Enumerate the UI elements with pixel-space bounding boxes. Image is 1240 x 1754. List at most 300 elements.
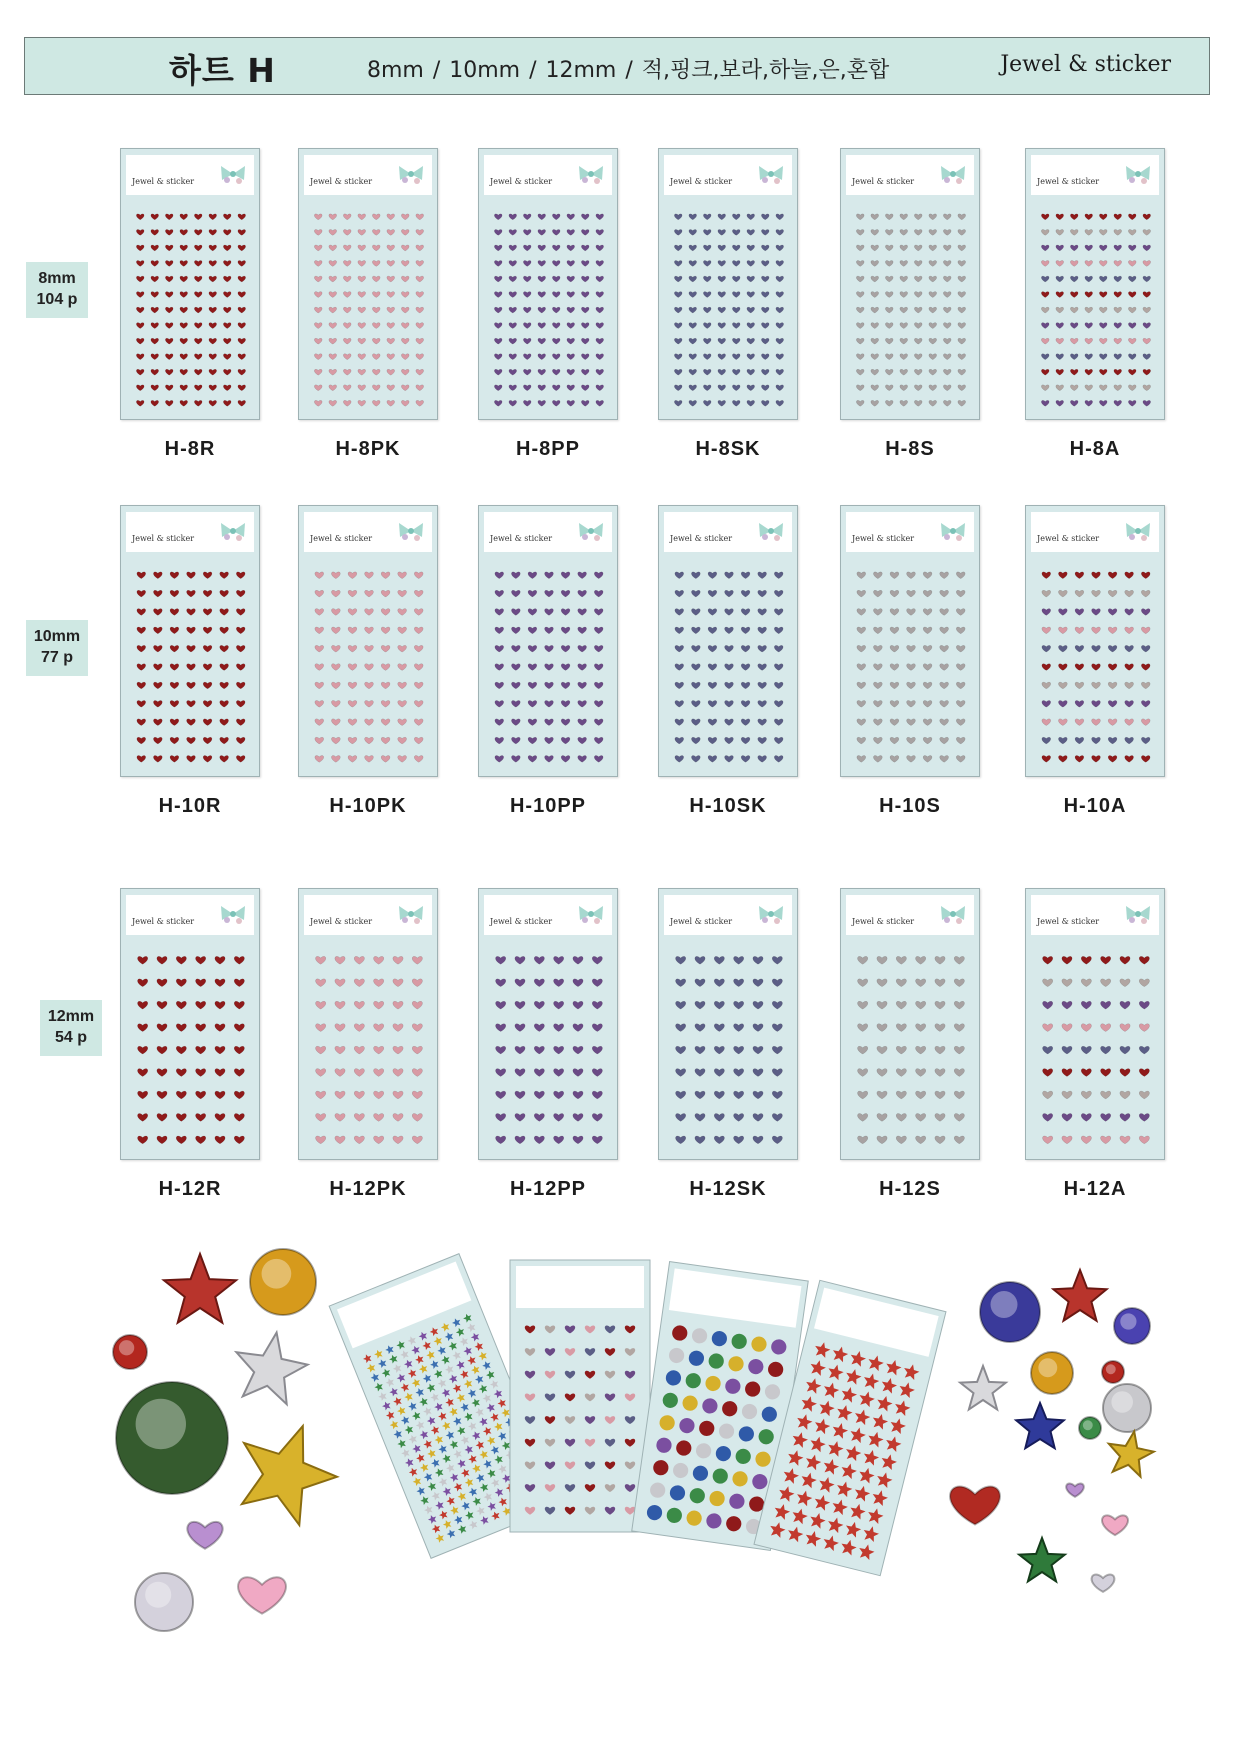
heart-jewel-icon	[592, 1114, 602, 1122]
heart-jewel-icon	[387, 229, 395, 235]
heart-jewel-icon	[314, 307, 322, 313]
heart-jewel-icon	[956, 609, 965, 616]
heart-jewel-icon	[703, 338, 711, 344]
heart-jewel-icon	[890, 609, 899, 616]
heart-jewel-icon	[170, 627, 179, 634]
heart-jewel-icon	[157, 1046, 167, 1054]
heart-jewel-icon	[774, 627, 783, 634]
heart-jewel-icon	[940, 645, 949, 652]
heart-jewel-icon	[372, 261, 380, 267]
heart-jewel-icon	[900, 214, 908, 220]
heart-jewel-icon	[1081, 979, 1091, 987]
heart-jewel-icon	[758, 645, 767, 652]
heart-jewel-icon	[1070, 229, 1078, 235]
heart-jewel-icon	[515, 1001, 525, 1009]
heart-jewel-icon	[689, 323, 697, 329]
heart-jewel-icon	[774, 737, 783, 744]
heart-jewel-icon	[165, 261, 173, 267]
heart-jewel-icon	[358, 261, 366, 267]
heart-jewel-icon	[714, 979, 724, 987]
heart-jewel-icon	[761, 229, 769, 235]
heart-jewel-icon	[136, 307, 144, 313]
heart-jewel-icon	[718, 229, 726, 235]
heart-jewel-icon	[1070, 307, 1078, 313]
heart-gem-icon	[950, 1486, 1000, 1524]
heart-jewel-icon	[534, 979, 544, 987]
heart-jewel-icon	[1141, 756, 1150, 763]
heart-jewel-icon	[594, 719, 603, 726]
heart-jewel-icon	[552, 261, 560, 267]
heart-jewel-icon	[329, 276, 337, 282]
heart-jewel-icon	[316, 1046, 326, 1054]
heart-jewel-icon	[695, 1114, 705, 1122]
heart-grid	[659, 506, 799, 778]
heart-jewel-icon	[374, 1069, 384, 1077]
heart-jewel-icon	[776, 261, 784, 267]
heart-jewel-icon	[732, 400, 740, 406]
sticker-sheet	[298, 505, 438, 777]
heart-jewel-icon	[1085, 229, 1093, 235]
heart-jewel-icon	[900, 245, 908, 251]
heart-jewel-icon	[238, 214, 246, 220]
heart-jewel-icon	[528, 756, 537, 763]
heart-jewel-icon	[153, 756, 162, 763]
heart-jewel-icon	[943, 292, 951, 298]
heart-jewel-icon	[393, 979, 403, 987]
heart-jewel-icon	[1058, 756, 1067, 763]
heart-jewel-icon	[343, 214, 351, 220]
heart-jewel-icon	[741, 719, 750, 726]
heart-jewel-icon	[774, 664, 783, 671]
heart-jewel-icon	[354, 1114, 364, 1122]
heart-jewel-icon	[538, 245, 546, 251]
product-code: H-10A	[1063, 795, 1127, 817]
heart-jewel-icon	[732, 385, 740, 391]
heart-jewel-icon	[374, 1046, 384, 1054]
heart-jewel-icon	[929, 354, 937, 360]
heart-jewel-icon	[943, 354, 951, 360]
heart-jewel-icon	[871, 323, 879, 329]
heart-jewel-icon	[203, 627, 212, 634]
heart-jewel-icon	[956, 572, 965, 579]
heart-jewel-icon	[170, 664, 179, 671]
heart-jewel-icon	[956, 700, 965, 707]
heart-jewel-icon	[315, 664, 324, 671]
heart-jewel-icon	[348, 737, 357, 744]
heart-jewel-icon	[416, 338, 424, 344]
heart-jewel-icon	[1041, 400, 1049, 406]
heart-jewel-icon	[907, 609, 916, 616]
heart-jewel-icon	[1120, 1136, 1130, 1144]
heart-jewel-icon	[381, 609, 390, 616]
heart-jewel-icon	[314, 354, 322, 360]
heart-jewel-icon	[348, 627, 357, 634]
heart-jewel-icon	[528, 590, 537, 597]
heart-jewel-icon	[776, 385, 784, 391]
heart-jewel-icon	[331, 719, 340, 726]
heart-jewel-icon	[900, 229, 908, 235]
heart-jewel-icon	[329, 323, 337, 329]
heart-jewel-icon	[209, 292, 217, 298]
heart-jewel-icon	[416, 261, 424, 267]
heart-jewel-icon	[416, 400, 424, 406]
heart-jewel-icon	[1125, 737, 1134, 744]
heart-jewel-icon	[194, 214, 202, 220]
product-code: H-12A	[1063, 1178, 1127, 1200]
sticker-sheet-icon	[510, 1260, 650, 1532]
star-gem-icon	[960, 1366, 1006, 1409]
heart-jewel-icon	[956, 664, 965, 671]
heart-jewel-icon	[393, 1001, 403, 1009]
heart-jewel-icon	[703, 400, 711, 406]
heart-grid	[299, 149, 439, 421]
heart-jewel-icon	[223, 354, 231, 360]
heart-jewel-icon	[538, 229, 546, 235]
heart-jewel-icon	[958, 385, 966, 391]
heart-jewel-icon	[714, 1091, 724, 1099]
heart-jewel-icon	[398, 645, 407, 652]
heart-jewel-icon	[1143, 338, 1151, 344]
heart-jewel-icon	[315, 700, 324, 707]
heart-jewel-icon	[223, 214, 231, 220]
heart-jewel-icon	[923, 719, 932, 726]
heart-jewel-icon	[180, 338, 188, 344]
sticker-sheet	[840, 888, 980, 1160]
heart-jewel-icon	[153, 682, 162, 689]
heart-jewel-icon	[494, 369, 502, 375]
heart-jewel-icon	[581, 354, 589, 360]
heart-jewel-icon	[1075, 609, 1084, 616]
heart-jewel-icon	[877, 1001, 887, 1009]
heart-jewel-icon	[943, 323, 951, 329]
heart-jewel-icon	[1081, 1024, 1091, 1032]
heart-jewel-icon	[331, 645, 340, 652]
heart-jewel-icon	[545, 719, 554, 726]
heart-jewel-icon	[365, 664, 374, 671]
heart-jewel-icon	[393, 1136, 403, 1144]
heart-jewel-icon	[578, 700, 587, 707]
heart-jewel-icon	[1042, 682, 1051, 689]
heart-jewel-icon	[496, 1136, 506, 1144]
heart-jewel-icon	[877, 1046, 887, 1054]
heart-jewel-icon	[732, 261, 740, 267]
heart-jewel-icon	[714, 1069, 724, 1077]
heart-jewel-icon	[741, 664, 750, 671]
heart-jewel-icon	[412, 956, 422, 964]
heart-jewel-icon	[335, 1114, 345, 1122]
sheet-brand: Jewel & sticker	[490, 534, 553, 543]
heart-jewel-icon	[567, 400, 575, 406]
heart-jewel-icon	[703, 369, 711, 375]
heart-jewel-icon	[695, 1091, 705, 1099]
heart-jewel-icon	[732, 245, 740, 251]
heart-jewel-icon	[856, 400, 864, 406]
heart-jewel-icon	[929, 292, 937, 298]
heart-jewel-icon	[753, 1069, 763, 1077]
heart-jewel-icon	[538, 338, 546, 344]
heart-jewel-icon	[594, 664, 603, 671]
heart-jewel-icon	[358, 307, 366, 313]
heart-jewel-icon	[689, 245, 697, 251]
heart-jewel-icon	[954, 1001, 964, 1009]
star-gem-icon	[242, 1426, 337, 1525]
heart-jewel-icon	[414, 756, 423, 763]
heart-jewel-icon	[708, 682, 717, 689]
heart-jewel-icon	[238, 400, 246, 406]
sticker-sheet	[658, 148, 798, 420]
heart-jewel-icon	[725, 756, 734, 763]
heart-jewel-icon	[1101, 1069, 1111, 1077]
heart-jewel-icon	[703, 261, 711, 267]
heart-jewel-icon	[194, 276, 202, 282]
heart-jewel-icon	[314, 338, 322, 344]
heart-jewel-icon	[176, 956, 186, 964]
heart-jewel-icon	[414, 627, 423, 634]
heart-jewel-icon	[552, 385, 560, 391]
heart-jewel-icon	[414, 682, 423, 689]
heart-jewel-icon	[761, 369, 769, 375]
count-label: 104 p	[36, 291, 78, 308]
heart-jewel-icon	[958, 400, 966, 406]
heart-jewel-icon	[180, 245, 188, 251]
heart-jewel-icon	[153, 700, 162, 707]
heart-jewel-icon	[314, 276, 322, 282]
heart-jewel-icon	[494, 323, 502, 329]
heart-jewel-icon	[856, 307, 864, 313]
heart-jewel-icon	[856, 214, 864, 220]
heart-jewel-icon	[761, 245, 769, 251]
heart-jewel-icon	[758, 719, 767, 726]
heart-jewel-icon	[567, 229, 575, 235]
heart-jewel-icon	[374, 956, 384, 964]
heart-jewel-icon	[528, 609, 537, 616]
heart-jewel-icon	[1092, 682, 1101, 689]
heart-jewel-icon	[1085, 214, 1093, 220]
heart-jewel-icon	[387, 261, 395, 267]
heart-jewel-icon	[877, 956, 887, 964]
heart-jewel-icon	[674, 307, 682, 313]
heart-jewel-icon	[209, 369, 217, 375]
heart-jewel-icon	[1143, 245, 1151, 251]
heart-jewel-icon	[153, 664, 162, 671]
heart-jewel-icon	[929, 338, 937, 344]
heart-jewel-icon	[929, 214, 937, 220]
heart-jewel-icon	[554, 1024, 564, 1032]
heart-jewel-icon	[573, 1091, 583, 1099]
heart-jewel-icon	[1041, 292, 1049, 298]
heart-jewel-icon	[1043, 1136, 1053, 1144]
heart-jewel-icon	[372, 385, 380, 391]
heart-jewel-icon	[538, 276, 546, 282]
heart-jewel-icon	[538, 323, 546, 329]
heart-jewel-icon	[929, 400, 937, 406]
heart-jewel-icon	[315, 609, 324, 616]
heart-jewel-icon	[871, 245, 879, 251]
heart-jewel-icon	[776, 369, 784, 375]
heart-jewel-icon	[1062, 1069, 1072, 1077]
heart-jewel-icon	[170, 682, 179, 689]
heart-jewel-icon	[220, 572, 229, 579]
heart-jewel-icon	[1056, 229, 1064, 235]
product-code: H-10R	[158, 795, 222, 817]
heart-jewel-icon	[203, 719, 212, 726]
heart-jewel-icon	[157, 1091, 167, 1099]
heart-jewel-icon	[573, 1114, 583, 1122]
heart-jewel-icon	[329, 292, 337, 298]
heart-jewel-icon	[1120, 1069, 1130, 1077]
heart-jewel-icon	[675, 590, 684, 597]
heart-jewel-icon	[907, 645, 916, 652]
sheet-brand: Jewel & sticker	[310, 534, 373, 543]
heart-jewel-icon	[1081, 1069, 1091, 1077]
heart-jewel-icon	[578, 590, 587, 597]
heart-jewel-icon	[236, 719, 245, 726]
heart-jewel-icon	[374, 1114, 384, 1122]
heart-jewel-icon	[176, 1001, 186, 1009]
heart-jewel-icon	[776, 229, 784, 235]
heart-jewel-icon	[523, 385, 531, 391]
heart-jewel-icon	[873, 682, 882, 689]
heart-jewel-icon	[495, 627, 504, 634]
heart-grid	[659, 149, 799, 421]
heart-jewel-icon	[315, 682, 324, 689]
heart-jewel-icon	[907, 627, 916, 634]
heart-jewel-icon	[187, 627, 196, 634]
heart-jewel-icon	[412, 1069, 422, 1077]
heart-jewel-icon	[674, 323, 682, 329]
heart-jewel-icon	[1125, 609, 1134, 616]
heart-jewel-icon	[935, 1136, 945, 1144]
heart-jewel-icon	[592, 979, 602, 987]
heart-jewel-icon	[890, 645, 899, 652]
heart-jewel-icon	[170, 645, 179, 652]
heart-jewel-icon	[873, 700, 882, 707]
heart-jewel-icon	[203, 664, 212, 671]
heart-jewel-icon	[1042, 719, 1051, 726]
product-code: H-12SK	[689, 1178, 767, 1200]
heart-jewel-icon	[1062, 1136, 1072, 1144]
heart-jewel-icon	[236, 645, 245, 652]
heart-jewel-icon	[495, 590, 504, 597]
heart-jewel-icon	[496, 1024, 506, 1032]
heart-jewel-icon	[943, 245, 951, 251]
heart-jewel-icon	[857, 719, 866, 726]
sticker-sheet	[1025, 505, 1165, 777]
heart-jewel-icon	[954, 1136, 964, 1144]
heart-jewel-icon	[567, 276, 575, 282]
heart-jewel-icon	[1056, 400, 1064, 406]
heart-jewel-icon	[907, 700, 916, 707]
heart-jewel-icon	[136, 400, 144, 406]
heart-jewel-icon	[523, 338, 531, 344]
heart-jewel-icon	[1114, 229, 1122, 235]
heart-jewel-icon	[885, 307, 893, 313]
heart-jewel-icon	[674, 385, 682, 391]
heart-jewel-icon	[180, 276, 188, 282]
heart-jewel-icon	[316, 979, 326, 987]
heart-jewel-icon	[675, 756, 684, 763]
heart-jewel-icon	[594, 627, 603, 634]
heart-jewel-icon	[372, 214, 380, 220]
heart-jewel-icon	[238, 292, 246, 298]
heart-jewel-icon	[176, 1136, 186, 1144]
heart-jewel-icon	[958, 307, 966, 313]
heart-jewel-icon	[596, 307, 604, 313]
heart-jewel-icon	[1075, 719, 1084, 726]
heart-jewel-icon	[871, 276, 879, 282]
heart-jewel-icon	[554, 956, 564, 964]
heart-jewel-icon	[554, 1046, 564, 1054]
heart-jewel-icon	[236, 682, 245, 689]
heart-jewel-icon	[943, 307, 951, 313]
heart-jewel-icon	[1141, 719, 1150, 726]
heart-jewel-icon	[674, 354, 682, 360]
heart-jewel-icon	[873, 645, 882, 652]
heart-jewel-icon	[509, 229, 517, 235]
heart-jewel-icon	[1081, 1001, 1091, 1009]
heart-jewel-icon	[187, 756, 196, 763]
heart-jewel-icon	[1125, 627, 1134, 634]
heart-jewel-icon	[689, 338, 697, 344]
heart-jewel-icon	[856, 385, 864, 391]
heart-jewel-icon	[416, 354, 424, 360]
heart-jewel-icon	[315, 572, 324, 579]
heart-jewel-icon	[885, 245, 893, 251]
heart-jewel-icon	[354, 1001, 364, 1009]
heart-jewel-icon	[596, 323, 604, 329]
heart-jewel-icon	[157, 1001, 167, 1009]
heart-jewel-icon	[1141, 737, 1150, 744]
heart-jewel-icon	[567, 261, 575, 267]
heart-jewel-icon	[578, 627, 587, 634]
heart-jewel-icon	[511, 756, 520, 763]
heart-jewel-icon	[528, 664, 537, 671]
heart-jewel-icon	[372, 245, 380, 251]
heart-jewel-icon	[238, 369, 246, 375]
heart-jewel-icon	[1139, 1114, 1149, 1122]
heart-jewel-icon	[776, 292, 784, 298]
sticker-sheet	[298, 148, 438, 420]
heart-jewel-icon	[365, 719, 374, 726]
heart-jewel-icon	[314, 400, 322, 406]
heart-jewel-icon	[401, 307, 409, 313]
heart-jewel-icon	[916, 1136, 926, 1144]
heart-jewel-icon	[1043, 1001, 1053, 1009]
heart-jewel-icon	[1041, 276, 1049, 282]
heart-jewel-icon	[578, 756, 587, 763]
heart-jewel-icon	[914, 323, 922, 329]
heart-jewel-icon	[1125, 719, 1134, 726]
heart-jewel-icon	[223, 276, 231, 282]
heart-jewel-icon	[387, 245, 395, 251]
heart-jewel-icon	[718, 261, 726, 267]
heart-jewel-icon	[1042, 590, 1051, 597]
heart-jewel-icon	[1042, 737, 1051, 744]
heart-jewel-icon	[136, 338, 144, 344]
heart-jewel-icon	[509, 385, 517, 391]
heart-jewel-icon	[1085, 276, 1093, 282]
heart-jewel-icon	[1099, 323, 1107, 329]
heart-jewel-icon	[1125, 756, 1134, 763]
heart-jewel-icon	[581, 245, 589, 251]
heart-jewel-icon	[857, 590, 866, 597]
heart-jewel-icon	[209, 338, 217, 344]
heart-jewel-icon	[314, 261, 322, 267]
heart-jewel-icon	[1041, 323, 1049, 329]
heart-jewel-icon	[165, 369, 173, 375]
heart-jewel-icon	[343, 338, 351, 344]
heart-jewel-icon	[734, 1136, 744, 1144]
